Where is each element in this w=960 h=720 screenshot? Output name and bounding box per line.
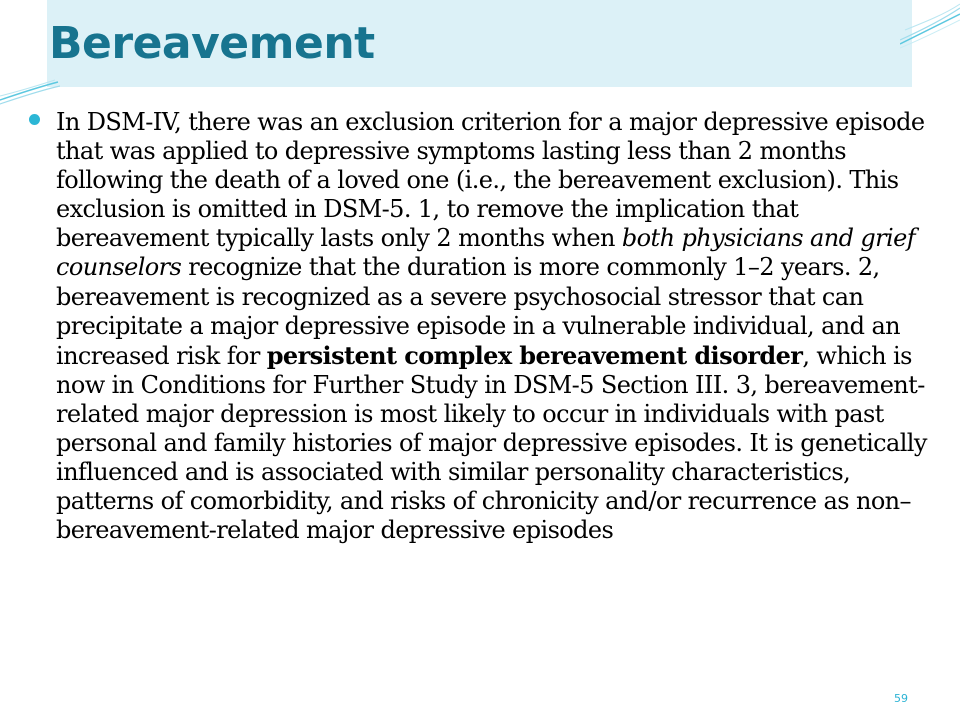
body-segment-3: recognize that the duration is more commonly 1–2 years. 2, bereavement is recognized as a severe psychosocial stressor that can precipitate a major depressive episode in a vulnerable individual, and an increased risk for — [56, 253, 901, 370]
body-segment-italic: both physicians and grief counselors — [56, 224, 916, 282]
page-number: 59 — [894, 692, 908, 705]
bullet-icon — [29, 114, 40, 125]
body-segment-bold: persistent complex bereavement disorder — [266, 340, 803, 370]
body-segment-1: In DSM-IV, there was an exclusion criterion for a major depressive episode that was applied to depressive symptoms lasting less than 2 months following the death of a loved one (i.e., the bereavement exclusion). This exclusion is omitted in DSM-5. 1, to remove the implication that bereavement typically lasts only 2 months when — [56, 108, 925, 253]
decorative-swoosh-right — [900, 0, 960, 50]
body-segment-5: , which is now in Conditions for Further Study in DSM-5 Section III. 3, bereavement-related major depression is most likely to occur in individuals with past personal and family histories of major depressive episodes. It is genetically influenced and is associated with similar personality characteristics, patterns of comorbidity, and risks of chronicity and/or recurrence as non–bereavement-related major depressive episodes — [56, 341, 927, 545]
bullet-text — [56, 108, 932, 545]
slide-title: Bereavement — [49, 18, 375, 69]
